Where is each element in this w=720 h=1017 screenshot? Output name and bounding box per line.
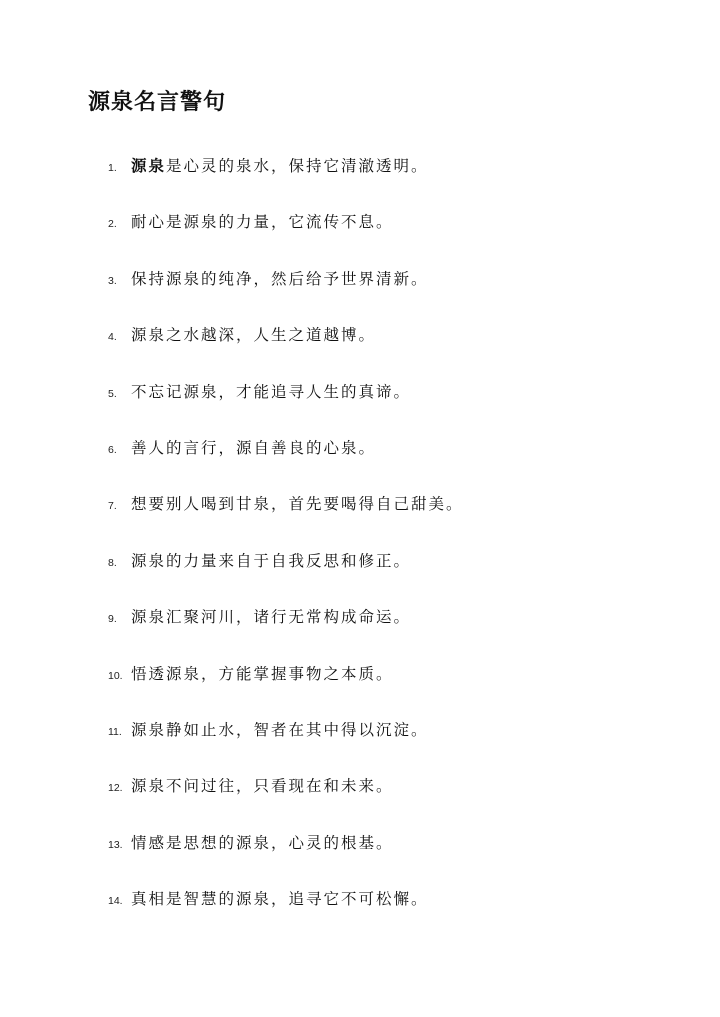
quote-text: 保持源泉的纯净，然后给予世界清新。 <box>131 269 429 288</box>
quote-item <box>0 434 720 490</box>
quote-item <box>0 829 720 885</box>
quote-text: 善人的言行，源自善良的心泉。 <box>131 438 377 457</box>
quote-number: 13. <box>108 838 123 851</box>
quote-item <box>0 660 720 716</box>
quote-number: 10. <box>108 669 123 682</box>
quote-item <box>0 772 720 828</box>
quote-number: 14. <box>108 895 123 908</box>
quote-number: 4. <box>108 331 117 344</box>
quote-number: 8. <box>108 556 117 569</box>
quote-text: 源泉的力量来自于自我反思和修正。 <box>131 551 412 570</box>
quote-item <box>0 490 720 546</box>
quote-item <box>0 208 720 264</box>
document-title: 源泉名言警句 <box>88 89 227 115</box>
quote-number: 1. <box>108 162 117 174</box>
quote-item <box>0 603 720 659</box>
quote-text <box>131 152 429 180</box>
quote-text: 源泉不问过往，只看现在和未来。 <box>131 777 394 796</box>
quote-item <box>0 378 720 434</box>
quote-text: 耐心是源泉的力量，它流传不息。 <box>131 213 394 232</box>
quote-number: 3. <box>108 274 117 287</box>
quote-number: 5. <box>108 387 117 400</box>
quote-text: 源泉静如止水，智者在其中得以沉淀。 <box>131 720 429 739</box>
quote-item <box>0 547 720 603</box>
quote-number: 11. <box>108 725 122 738</box>
quote-body: 是心灵的泉水，保持它清澈透明。 <box>166 157 429 175</box>
quote-emphasis: 源泉 <box>131 156 167 175</box>
quote-text: 想要别人喝到甘泉，首先要喝得自己甜美。 <box>131 495 464 514</box>
quote-number: 9. <box>108 613 117 626</box>
quote-text: 真相是智慧的源泉，追寻它不可松懈。 <box>131 890 429 909</box>
quote-list <box>0 152 720 941</box>
quote-text: 情感是思想的源泉，心灵的根基。 <box>131 833 394 852</box>
quote-number: 7. <box>108 500 117 513</box>
quote-number: 6. <box>108 443 117 456</box>
quote-item <box>0 152 720 208</box>
quote-number: 2. <box>108 218 117 231</box>
quote-item <box>0 716 720 772</box>
quote-text: 源泉之水越深，人生之道越博。 <box>131 326 377 345</box>
quote-text: 悟透源泉，方能掌握事物之本质。 <box>131 664 394 683</box>
quote-item <box>0 321 720 377</box>
quote-text: 不忘记源泉，才能追寻人生的真谛。 <box>131 382 412 401</box>
quote-item <box>0 885 720 941</box>
quote-number: 12. <box>108 782 123 795</box>
quote-item <box>0 265 720 321</box>
quote-text: 源泉汇聚河川，诸行无常构成命运。 <box>131 608 412 627</box>
